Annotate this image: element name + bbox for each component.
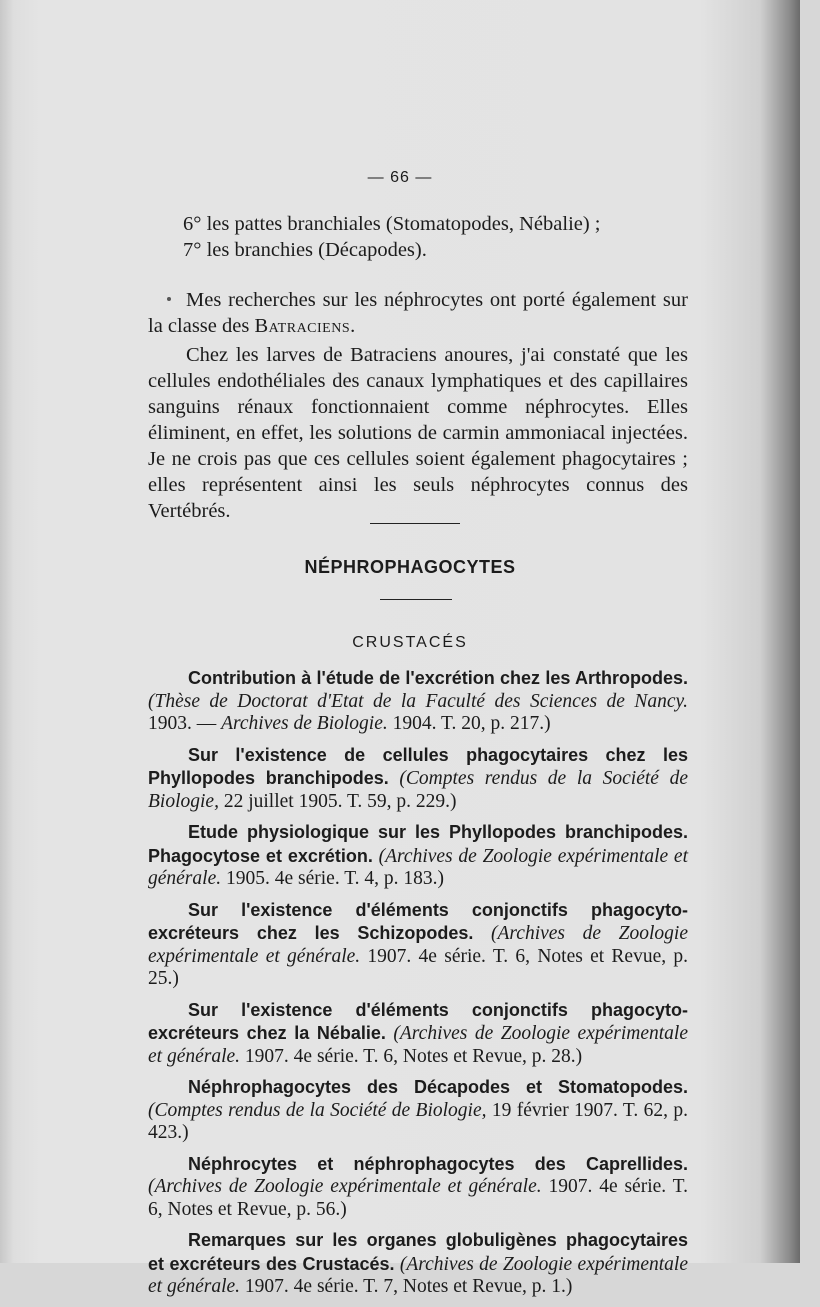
paragraph-batraciens-intro [148,287,688,339]
entry-title: Néphrocytes et néphrophagocytes des Caprellides. [188,1153,688,1174]
bibliography-entry [148,1229,688,1299]
list-item: 7° les branchies (Décapodes). [183,239,427,261]
entry-title: Sur l'existence d'éléments conjonctifs phagocyto-excréteurs chez les Schizopodes. [148,899,688,943]
entry-reference: 1907. 4e série. T. 7, Notes et Revue, p. 1.) [240,1276,573,1297]
entry-reference: 1905. 4e série. T. 4, p. 183.) [221,868,445,889]
entry-reference-italic: (Archives de Zoologie expérimentale et générale. [148,845,688,889]
entry-title: Remarques sur les organes globuligènes phagocytaires et excréteurs des Crustacés. [148,1230,688,1274]
entry-title: Sur l'existence d'éléments conjonctifs phagocyto-excréteurs chez la Nébalie. [148,999,688,1043]
entry-title: Sur l'existence de cellules phagocytaires chez les Phyllopodes branchipodes. [148,744,688,788]
entry-reference: 22 juillet 1905. T. 59, p. 229.) [218,790,457,812]
entry-reference: 19 février 1907. T. 62, p. 423.) [148,1099,688,1143]
batraciens-smallcaps: Batraciens [254,315,351,337]
paragraph-batraciens-detail [148,342,688,524]
para1-end: . [350,315,356,337]
entry-reference: 1907. 4e série. T. 6, Notes et Revue, p. 25.) [148,945,688,989]
entry-reference-italic: (Comptes rendus de la Société de Biologie, [148,1099,487,1121]
bibliography-entry [148,744,688,814]
entry-reference: 1904. T. 20, p. 217.) [387,713,551,734]
entry-reference-italic: (Archives de Zoologie expérimentale et générale. [148,923,689,967]
entry-reference-italic: (Archives de Zoologie expérimentale et générale. [148,1023,688,1067]
entry-reference-italic: (Thèse de Doctorat d'Etat de la Faculté des Sciences de Nancy. [148,690,688,712]
bibliography-entry [148,999,688,1069]
subsection-title: CRUSTACÉS [352,634,468,651]
entry-reference: 1907. 4e série. T. 6, Notes et Revue, p. 28.) [240,1045,583,1067]
para1-text: Mes recherches sur les néphrocytes ont porté également sur la classe des [148,289,688,337]
top-list [183,211,703,263]
bibliography-entry [148,667,688,736]
separator-rule [370,523,460,524]
entry-reference-italic: Archives de Biologie. [221,713,388,734]
entry-reference: 1903. — [148,713,222,734]
entry-title: Néphrophagocytes des Décapodes et Stomatopodes. [188,1077,688,1097]
entry-title: Etude physiologique sur les Phyllopodes branchipodes. Phagocytose et excrétion. [148,822,688,866]
list-item: 6° les pattes branchiales (Stomatopodes, Nébalie) ; [183,213,601,235]
bibliography-entry [148,821,688,891]
bibliography-entry [148,1076,688,1145]
para2-text: Chez les larves de Batraciens anoures, j'ai constaté que les cellules endothéliales des canaux lymphatiques et des capillaires sanguins rénaux fonctionnaient comme néphrocytes. Elles éliminent, en effet, les solutions de carmin ammoniacal injectées. Je ne crois pas que ces cellules soient également phagocytaires ; elles représentent ainsi les seuls néphrocytes connus des Vertébrés. [148,344,688,522]
section-title: NÉPHROPHAGOCYTES [304,557,516,577]
entry-reference: 1907. 4e série. T. 6, Notes et Revue, p. 56.) [148,1176,688,1220]
separator-rule [380,599,452,600]
entry-reference-italic: (Archives de Zoologie expérimentale et générale. [148,1176,542,1197]
page-number: — 66 — [367,169,433,186]
bibliography-entry [148,1153,688,1222]
bibliography-entry [148,899,688,991]
entry-reference-italic: (Archives de Zoologie expérimentale et générale. [148,1253,688,1297]
bibliography-list [148,667,688,1307]
entry-title: Contribution à l'étude de l'excrétion chez les Arthropodes. [188,668,688,688]
entry-reference-italic: (Comptes rendus de la Société de Biologie, [148,768,688,812]
